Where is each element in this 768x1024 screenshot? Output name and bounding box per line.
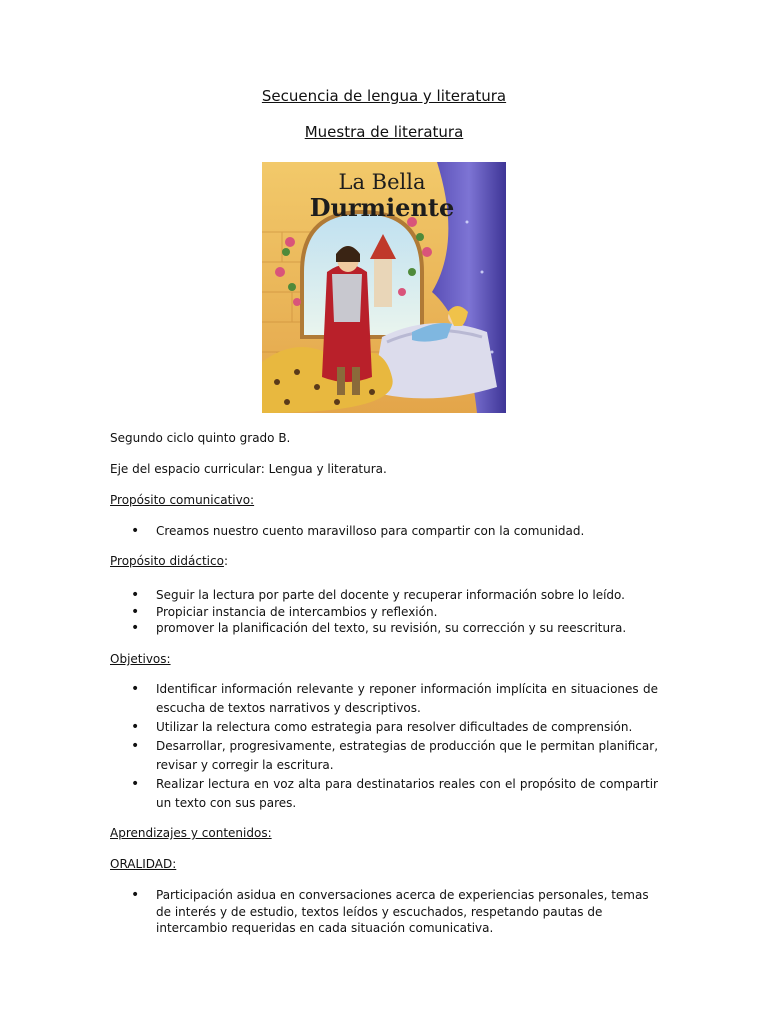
- didactic-purpose-heading-text: Propósito didáctico: [110, 554, 224, 568]
- didactic-purpose-heading: [110, 553, 228, 569]
- communicative-purpose-list: [110, 523, 658, 540]
- document-title: Secuencia de lengua y literatura: [261, 87, 507, 105]
- communicative-purpose-heading: Propósito comunicativo:: [110, 493, 255, 507]
- book-cover-illustration: [262, 162, 506, 413]
- orality-list: [110, 887, 658, 937]
- list-item: • Identificar información relevante y reponer información implícita en situaciones de escucha de textos narrativos y descriptivos.: [110, 680, 658, 718]
- objectives-list: [110, 680, 658, 813]
- book-cover-image: [262, 162, 506, 413]
- cover-title-line2: Durmiente: [309, 193, 455, 222]
- didactic-purpose-list: [110, 587, 658, 637]
- orality-heading: ORALIDAD:: [110, 857, 177, 871]
- list-item: • Utilizar la relectura como estrategia para resolver dificultades de comprensión.: [110, 718, 658, 737]
- list-item: • Participación asidua en conversaciones acerca de experiencias personales, temas de interés y de estudio, textos leídos y escuchados, respetando pautas de intercambio requeridas en cada situación comunicativa.: [110, 887, 658, 937]
- learning-contents-heading: Aprendizajes y contenidos:: [110, 826, 272, 840]
- curricular-axis: Eje del espacio curricular: Lengua y literatura.: [110, 462, 387, 476]
- list-item: • Creamos nuestro cuento maravilloso para compartir con la comunidad.: [110, 523, 658, 540]
- list-item: • Desarrollar, progresivamente, estrategias de producción que le permitan planificar, revisar y corregir la escritura.: [110, 737, 658, 775]
- list-item: • Seguir la lectura por parte del docente y recuperar información sobre lo leído.: [110, 587, 658, 604]
- objectives-heading: Objetivos:: [110, 652, 171, 666]
- grade-info: Segundo ciclo quinto grado B.: [110, 431, 291, 445]
- list-item: • promover la planificación del texto, su revisión, su corrección y su reescritura.: [110, 620, 658, 637]
- didactic-purpose-heading-colon: :: [223, 554, 228, 568]
- list-item: • Realizar lectura en voz alta para destinatarios reales con el propósito de compartir un texto con sus pares.: [110, 775, 658, 813]
- list-item: • Propiciar instancia de intercambios y reflexión.: [110, 604, 658, 621]
- cover-title-line1: La Bella: [338, 170, 426, 194]
- document-subtitle: Muestra de literatura: [304, 123, 464, 141]
